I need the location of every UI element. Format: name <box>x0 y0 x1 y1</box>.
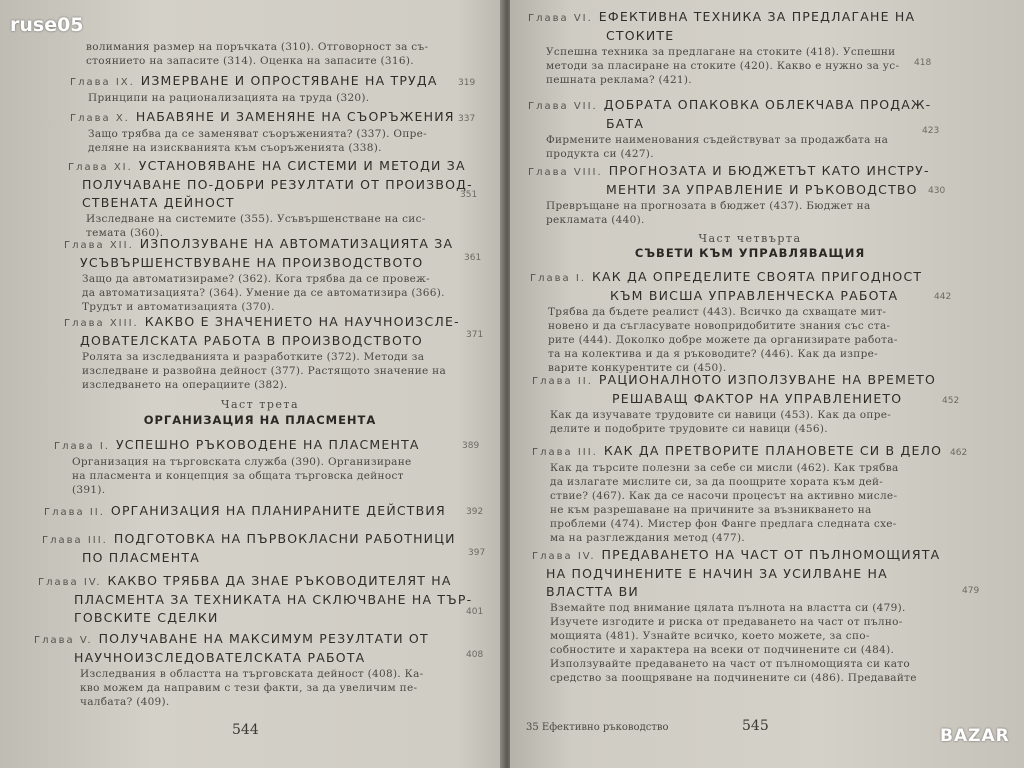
toc-entry-ch10[interactable]: Глава X. НАБАВЯНЕ И ЗАМЕНЯНЕ НА СЪОРЪЖЕНИЯ Защо трябва да се заменяват съоръженията? (337). Опре- деляне на изискванията към съоръженията (338). <box>70 109 455 154</box>
page-number: 462 <box>950 448 968 458</box>
left-page <box>0 0 508 768</box>
page-number: 392 <box>466 507 484 517</box>
part-label: Част четвърта <box>698 232 802 245</box>
part-label: Част трета <box>220 398 300 411</box>
toc-entry-p3-ch2[interactable]: Глава II. ОРГАНИЗАЦИЯ НА ПЛАНИРАНИТЕ ДЕЙСТВИЯ <box>44 503 446 518</box>
toc-entry-ch11[interactable]: Глава XI. УСТАНОВЯВАНЕ НА СИСТЕМИ И МЕТОДИ ЗА ПОЛУЧАВАНЕ ПО-ДОБРИ РЕЗУЛТАТИ ОТ ПРОИЗВОД- СТВЕНАТА ДЕЙНОСТ Изследване на системите (355). Усъвършенстване на сис- темата (360). <box>68 158 473 239</box>
toc-entry-p3-ch3[interactable]: Глава III. ПОДГОТОВКА НА ПЪРВОКЛАСНИ РАБОТНИЦИ ПО ПЛАСМЕНТА <box>42 531 456 565</box>
page-number: 351 <box>460 190 478 200</box>
bazar-logo-watermark: BAZAR <box>940 726 1010 746</box>
page-number: 442 <box>934 292 952 302</box>
page-folio: 544 <box>232 722 259 738</box>
toc-entry-ch9[interactable]: Глава IX. ИЗМЕРВАНЕ И ОПРОСТЯВАНЕ НА ТРУДА Принципи на рационализацията на труда (320). <box>70 73 438 104</box>
page-number: 423 <box>922 126 940 136</box>
page-number: 430 <box>928 186 946 196</box>
toc-continuation-top: волимания размер на поръчката (310). Отговорност за съ- стоянието на запасите (314). Оценка на запасите (316). <box>86 41 429 67</box>
page-number: 361 <box>464 253 482 263</box>
part-title: ОРГАНИЗАЦИЯ НА ПЛАСМЕНТА <box>143 413 377 427</box>
page-number: 401 <box>466 607 484 617</box>
page-number: 397 <box>468 548 486 558</box>
page-number: 418 <box>914 58 932 68</box>
toc-entry-p3-ch1[interactable]: Глава I. УСПЕШНО РЪКОВОДЕНЕ НА ПЛАСМЕНТА Организация на търговската служба (390). Организиране на пласмента и концепция за общата търговска дейност (391). <box>54 437 420 496</box>
toc-entry-ch12[interactable]: Глава XII. ИЗПОЛЗУВАНЕ НА АВТОМАТИЗАЦИЯТА ЗА УСЪВЪРШЕНСТВУВАНЕ НА ПРОИЗВОДСТВОТО Защо да автоматизираме? (362). Кога трябва да се провеж- да автоматизацията? (364). Умение да се автоматизира (366). Трудът и автоматизацията (370). <box>64 236 454 313</box>
toc-entry-p4-ch3[interactable]: Глава III. КАК ДА ПРЕТВОРИТЕ ПЛАНОВЕТЕ СИ В ДЕЛО Как да търсите полезни за себе си мисли (462). Как трябва да излагате мислите си, за да поощрите хората към дей- ствие? (467). Как да се насочи процесът на активно мисле- не към разрешаване на причините за възникването на проблеми (474). Мистер фон Фанге предлага следната схе- ма на разглеждания метод (477). <box>532 443 943 544</box>
page-number: 389 <box>462 441 480 451</box>
toc-entry-p4-ch1[interactable]: Глава I. КАК ДА ОПРЕДЕЛИТЕ СВОЯТА ПРИГОДНОСТ КЪМ ВИСША УПРАВЛЕНЧЕСКА РАБОТА Трябва да бъдете реалист (443). Всичко да схващате мит- новено и да съгласувате новопридобитите знания със ста- рите (444). Доколко добре можете да организирате работа- та на колектива и да я ръководите? (446). Как да изпре- варите конкурентите си (450). <box>530 269 923 374</box>
toc-entry-p4-ch2[interactable]: Глава II. РАЦИОНАЛНОТО ИЗПОЛЗУВАНЕ НА ВРЕМЕТО РЕШАВАЩ ФАКТОР НА УПРАВЛЕНИЕТО Как да изучавате трудовите си навици (453). Как да опре- делите и подобрите трудовите си навици (456). <box>532 372 937 435</box>
toc-entry-ch13[interactable]: Глава XIII. КАКВО Е ЗНАЧЕНИЕТО НА НАУЧНОИЗСЛЕ- ДОВАТЕЛСКАТА РАБОТА В ПРОИЗВОДСТВОТО Ролята за изследванията и разработките (372). Методи за изследване и развойна дейност (377). Растящото значение на изследването на операциите (382). <box>64 314 460 391</box>
toc-entry-ch8[interactable]: Глава VIII. ПРОГНОЗАТА И БЮДЖЕТЪТ КАТО ИНСТРУ- МЕНТИ ЗА УПРАВЛЕНИЕ И РЪКОВОДСТВО Превръщане на прогнозата в бюджет (437). Бюджет на рекламата (440). <box>528 163 930 226</box>
page-number: 452 <box>942 396 960 406</box>
page-number: 408 <box>466 650 484 660</box>
right-page <box>510 0 1024 768</box>
seller-watermark: ruse05 <box>10 14 84 36</box>
page-number: 337 <box>458 114 476 124</box>
toc-entry-p3-ch4[interactable]: Глава IV. КАКВО ТРЯБВА ДА ЗНАЕ РЪКОВОДИТЕЛЯТ НА ПЛАСМЕНТА ЗА ТЕХНИКАТА НА СКЛЮЧВАНЕ НА ТЪР- ГОВСКИТЕ СДЕЛКИ <box>38 573 473 625</box>
toc-entry-p4-ch4[interactable]: Глава IV. ПРЕДАВАНЕТО НА ЧАСТ ОТ ПЪЛНОМОЩИЯТА НА ПОДЧИНЕНИТЕ Е НАЧИН ЗА УСИЛВАНЕ НА ВЛАСТТА ВИ Вземайте под внимание цялата пълнота на властта си (479). Изучете изгодите и риска от предаването на част от пълно- мощията (481). Узнайте всичко, което можете, за спо- собностите и характера на всеки от подчинените си (484). Използувайте предаването на част от пълномощията си като средство за поощряване на подчинените си (486). Предавайте <box>532 547 941 684</box>
part-title: СЪВЕТИ КЪМ УПРАВЛЯВАЩИЯ <box>634 246 866 260</box>
page-number: 319 <box>458 78 476 88</box>
page-number: 479 <box>962 586 980 596</box>
toc-entry-p3-ch5[interactable]: Глава V. ПОЛУЧАВАНЕ НА МАКСИМУМ РЕЗУЛТАТИ ОТ НАУЧНОИЗСЛЕДОВАТЕЛСКАТА РАБОТА Изследвания в областта на търговската дейност (408). Ка- кво можем да направим с тези факти, за да увеличим пе- чалбата? (409). <box>34 631 429 708</box>
page-folio: 545 <box>742 718 769 734</box>
page-number: 371 <box>466 330 484 340</box>
toc-entry-ch6[interactable]: Глава VI. ЕФЕКТИВНА ТЕХНИКА ЗА ПРЕДЛАГАНЕ НА СТОКИТЕ Успешна техника за предлагане на стоките (418). Успешни методи за пласиране на стоките (420). Какво е нужно за ус- пешната реклама? (421). <box>528 9 916 86</box>
running-footer: 35 Ефективно ръководство <box>526 722 669 733</box>
toc-entry-ch7[interactable]: Глава VII. ДОБРАТА ОПАКОВКА ОБЛЕКЧАВА ПРОДАЖ- БАТА Фирмените наименования съдействуват за продажбата на продукта си (427). <box>528 97 932 160</box>
